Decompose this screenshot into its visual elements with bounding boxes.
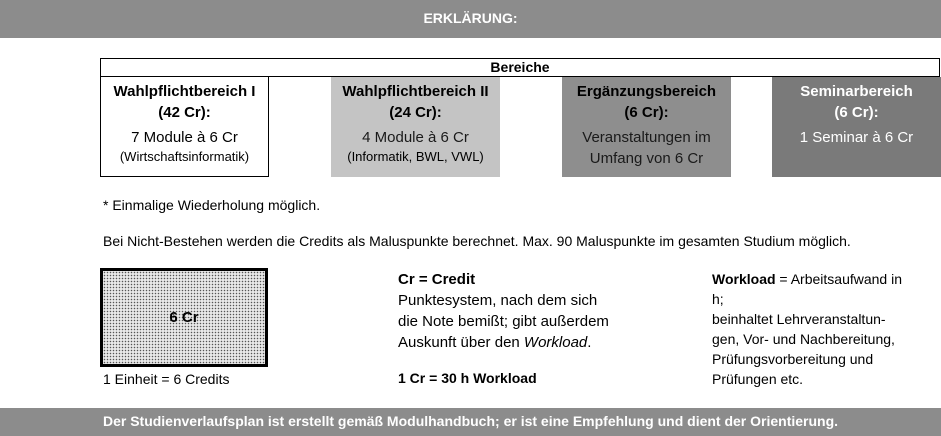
credit-unit-box: 6 Cr: [100, 268, 268, 367]
note-wiederholung: * Einmalige Wiederholung möglich.: [103, 197, 321, 213]
box-title: Wahlpflichtbereich I (42 Cr):: [113, 83, 256, 121]
workload-line-1: Workload = Arbeitsaufwand in: [712, 271, 903, 287]
credit-desc-1: Punktesystem, nach dem sich: [398, 292, 598, 309]
credit-desc-2: die Note bemißt; gibt außerdem: [398, 313, 609, 330]
credit-desc-3: Auskunft über den Workload.: [398, 334, 592, 351]
box-description: Veranstaltungen im Umfang von 6 Cr: [582, 129, 711, 167]
workload-line-4: gen, Vor- und Nachbereitung,: [712, 331, 895, 347]
box-title: Seminarbereich (6 Cr):: [800, 83, 913, 121]
note-malus: Bei Nicht-Bestehen werden die Credits als Maluspunkte berechnet. Max. 90 Maluspunkte im gesamten Studium möglich.: [103, 233, 851, 249]
credit-equation: 1 Cr = 30 h Workload: [398, 370, 537, 386]
workload-line-6: Prüfungen etc.: [712, 371, 804, 387]
box-modules: 7 Module à 6 Cr: [131, 129, 238, 146]
box-seminar: [772, 77, 941, 177]
einheit-label: 1 Einheit = 6 Credits: [103, 371, 230, 387]
workload-line-2: h;: [712, 291, 724, 307]
box-title: Ergänzungsbereich (6 Cr):: [576, 83, 717, 121]
credit-definition: [398, 269, 658, 353]
workload-line-3: beinhaltet Lehrveranstaltun-: [712, 311, 886, 327]
workload-line-5: Prüfungsvorbereitung und: [712, 351, 874, 367]
legend-header: ERKLÄRUNG:: [0, 0, 941, 38]
workload-definition: [712, 269, 917, 389]
box-modules: 1 Seminar à 6 Cr: [799, 129, 914, 146]
box-wahlpflicht-1: [100, 77, 269, 177]
box-title: Wahlpflichtbereich II (24 Cr):: [342, 83, 489, 121]
bereiche-header: Bereiche: [100, 58, 940, 77]
box-subject: (Informatik, BWL, VWL): [347, 149, 484, 164]
credit-term: Cr = Credit: [398, 271, 476, 288]
box-subject: (Wirtschaftsinformatik): [119, 149, 250, 164]
footer-note: Der Studienverlaufsplan ist erstellt gemäß Modulhandbuch; er ist eine Empfehlung und dient der Orientierung.: [0, 408, 941, 436]
box-modules: 4 Module à 6 Cr: [362, 129, 469, 146]
box-wahlpflicht-2: [331, 77, 500, 177]
box-ergaenzung: [562, 77, 731, 177]
